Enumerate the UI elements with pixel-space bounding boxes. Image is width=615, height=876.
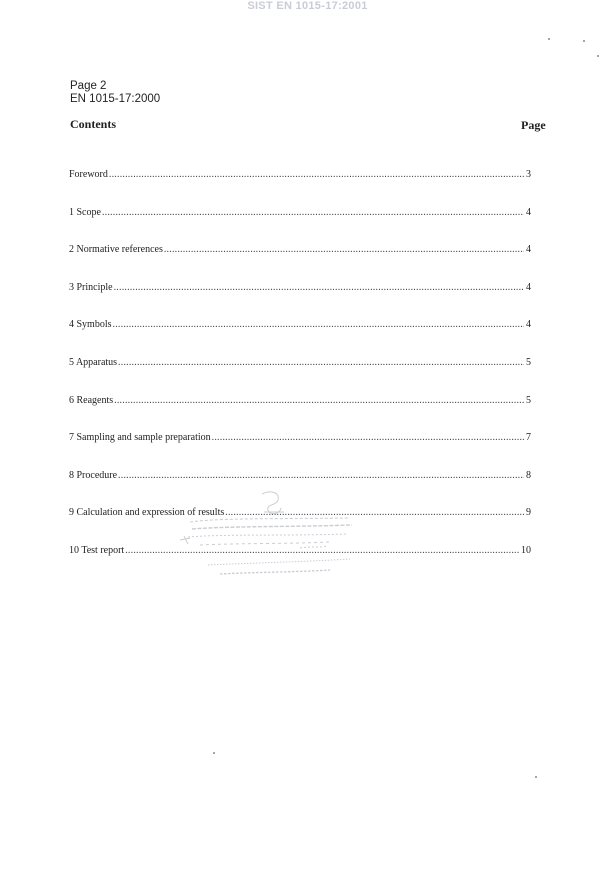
- toc-dot-leader: [164, 244, 524, 255]
- toc-entry-scope[interactable]: [69, 207, 531, 245]
- scan-speck: [548, 38, 550, 40]
- toc-entry-reagents[interactable]: [69, 395, 531, 433]
- contents-title: Contents: [70, 117, 117, 131]
- toc-dot-leader: [118, 357, 524, 368]
- toc-entry-page: 9: [526, 507, 531, 519]
- toc-entry-page: 4: [526, 244, 531, 256]
- toc-entry-page: 10: [521, 544, 531, 556]
- toc-entry-sampling[interactable]: [69, 432, 531, 470]
- faded-library-stamp-icon: [180, 488, 370, 588]
- scan-speck: [583, 40, 585, 42]
- scan-speck: [535, 776, 537, 778]
- toc-entry-label: 7 Sampling and sample preparation: [69, 432, 211, 444]
- toc-entry-page: 4: [526, 319, 531, 331]
- toc-entry-page: 3: [526, 169, 531, 180]
- toc-entry-label: 2 Normative references: [69, 244, 163, 256]
- toc-entry-page: 7: [526, 432, 531, 444]
- scan-speck: [597, 55, 599, 57]
- toc-entry-label: 1 Scope: [69, 206, 101, 218]
- page-header: [70, 80, 160, 106]
- toc-dot-leader: [118, 470, 524, 481]
- watermark-header: SIST EN 1015-17:2001: [247, 0, 368, 12]
- toc-entry-label: 5 Apparatus: [69, 356, 118, 368]
- toc-dot-leader: [109, 169, 524, 180]
- page-column-label: Page: [521, 118, 546, 132]
- toc-entry-label: 4 Symbols: [69, 319, 112, 331]
- toc-entry-label: 6 Reagents: [69, 394, 114, 406]
- toc-entry-page: 4: [526, 206, 531, 218]
- toc-dot-leader: [102, 207, 524, 218]
- toc-entry-foreword[interactable]: [69, 169, 531, 207]
- toc-entry-principle[interactable]: [69, 282, 531, 320]
- toc-entry-label: Foreword: [69, 169, 108, 180]
- toc-entry-label: 3 Principle: [69, 281, 113, 293]
- toc-entry-page: 5: [526, 356, 531, 368]
- standard-number: EN 1015-17:2000: [70, 93, 161, 105]
- toc-entry-label: 10 Test report: [69, 544, 125, 556]
- toc-entry-apparatus[interactable]: [69, 357, 531, 395]
- toc-entry-page: 5: [526, 394, 531, 406]
- toc-entry-label: 8 Procedure: [69, 469, 118, 481]
- toc-dot-leader: [114, 282, 524, 293]
- toc-dot-leader: [113, 319, 524, 330]
- toc-entry-page: 8: [526, 469, 531, 481]
- toc-entry-normative-references[interactable]: [69, 244, 531, 282]
- toc-entry-page: 4: [526, 281, 531, 293]
- toc-dot-leader: [212, 432, 524, 443]
- toc-entry-symbols[interactable]: [69, 319, 531, 357]
- toc-entry-label: 9 Calculation and expression of results: [69, 507, 225, 519]
- toc-dot-leader: [114, 395, 524, 406]
- page-number: Page 2: [70, 80, 107, 92]
- scan-speck: [213, 752, 215, 754]
